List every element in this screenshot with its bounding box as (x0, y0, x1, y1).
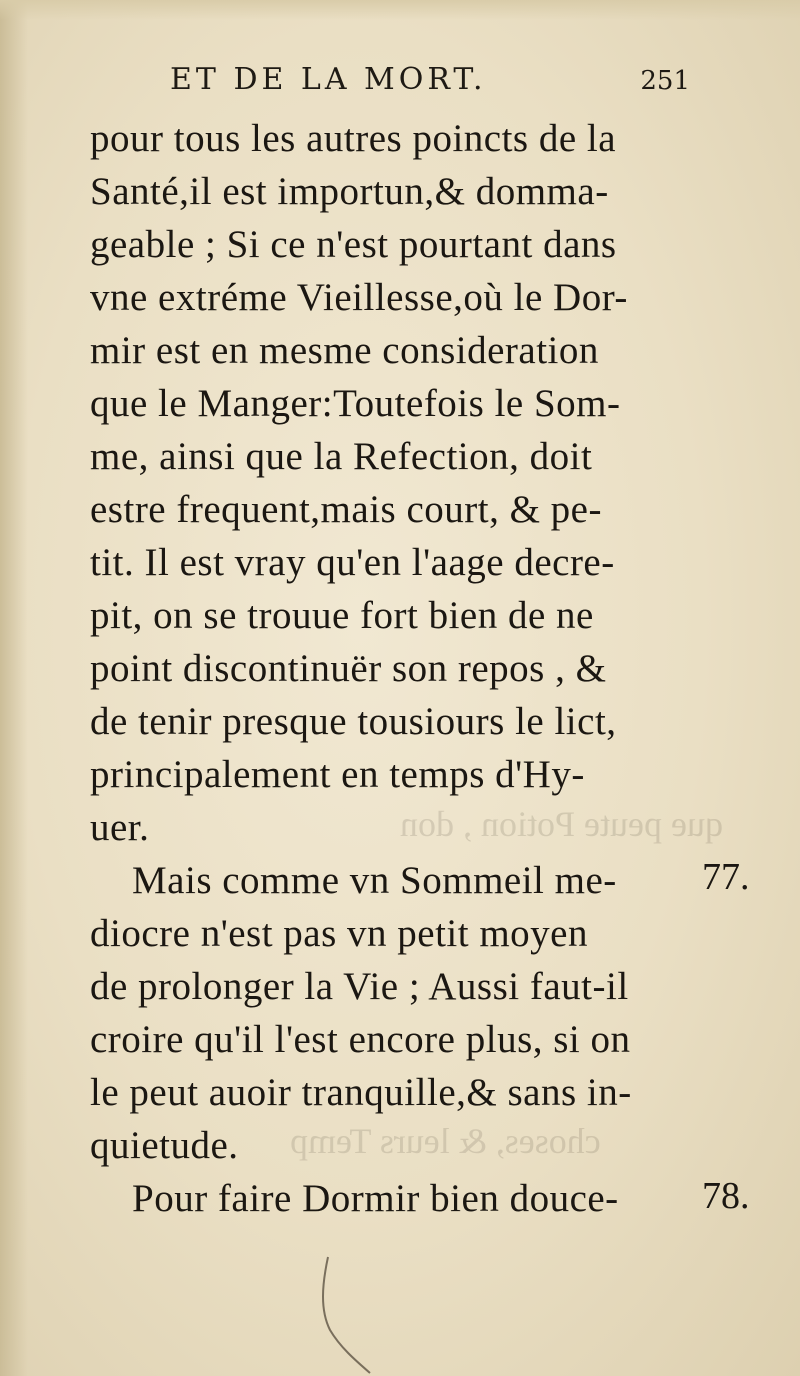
gutter-shadow (0, 0, 28, 1376)
text-line: de tenir presque tousiours le lict, (90, 700, 617, 743)
text-line: point discontinuër son repos , & (90, 647, 607, 690)
text-line: Santé,il est importun,& domma- (90, 170, 609, 213)
text-line: diocre n'est pas vn petit moyen (90, 912, 588, 955)
text-line: estre frequent,mais court, & pe- (90, 488, 602, 531)
body-text (90, 112, 700, 1225)
running-head-title: ET DE LA MORT. (170, 62, 487, 97)
text-line: pour tous les autres poincts de la (90, 117, 617, 160)
text-line: me, ainsi que la Refection, doit (90, 435, 593, 478)
text-line: croire qu'il l'est encore plus, si on (90, 1018, 631, 1061)
text-line: que le Manger:Toutefois le Som- (90, 382, 621, 425)
text-line: le peut auoir tranquille,& sans in- (90, 1071, 632, 1114)
pen-stroke-mark (300, 1255, 380, 1375)
top-edge-shadow (0, 0, 800, 20)
show-through-text: choses, & leurs Temp (290, 1121, 601, 1161)
page-number: 251 (640, 66, 690, 96)
text-line: de prolonger la Vie ; Aussi faut-il (90, 965, 629, 1008)
running-head (170, 58, 690, 108)
text-line: quietude. (90, 1124, 239, 1167)
text-line: geable ; Si ce n'est pourtant dans (90, 223, 617, 266)
margin-section-number: 78. (702, 1175, 750, 1217)
text-line: tit. Il est vray qu'en l'aage decre- (90, 541, 615, 584)
paragraph-start-line: Pour faire Dormir bien douce- (132, 1177, 619, 1220)
text-line: pit, on se trouue fort bien de ne (90, 594, 594, 637)
text-line: uer. (90, 806, 150, 849)
paragraph-start-line: Mais comme vn Sommeil me- (132, 859, 617, 902)
margin-section-number: 77. (702, 856, 750, 898)
text-line: vne extréme Vieillesse,où le Dor- (90, 276, 628, 319)
text-line: principalement en temps d'Hy- (90, 753, 585, 796)
show-through-text: que peute Potion , don (400, 804, 723, 844)
text-line: mir est en mesme consideration (90, 329, 599, 372)
